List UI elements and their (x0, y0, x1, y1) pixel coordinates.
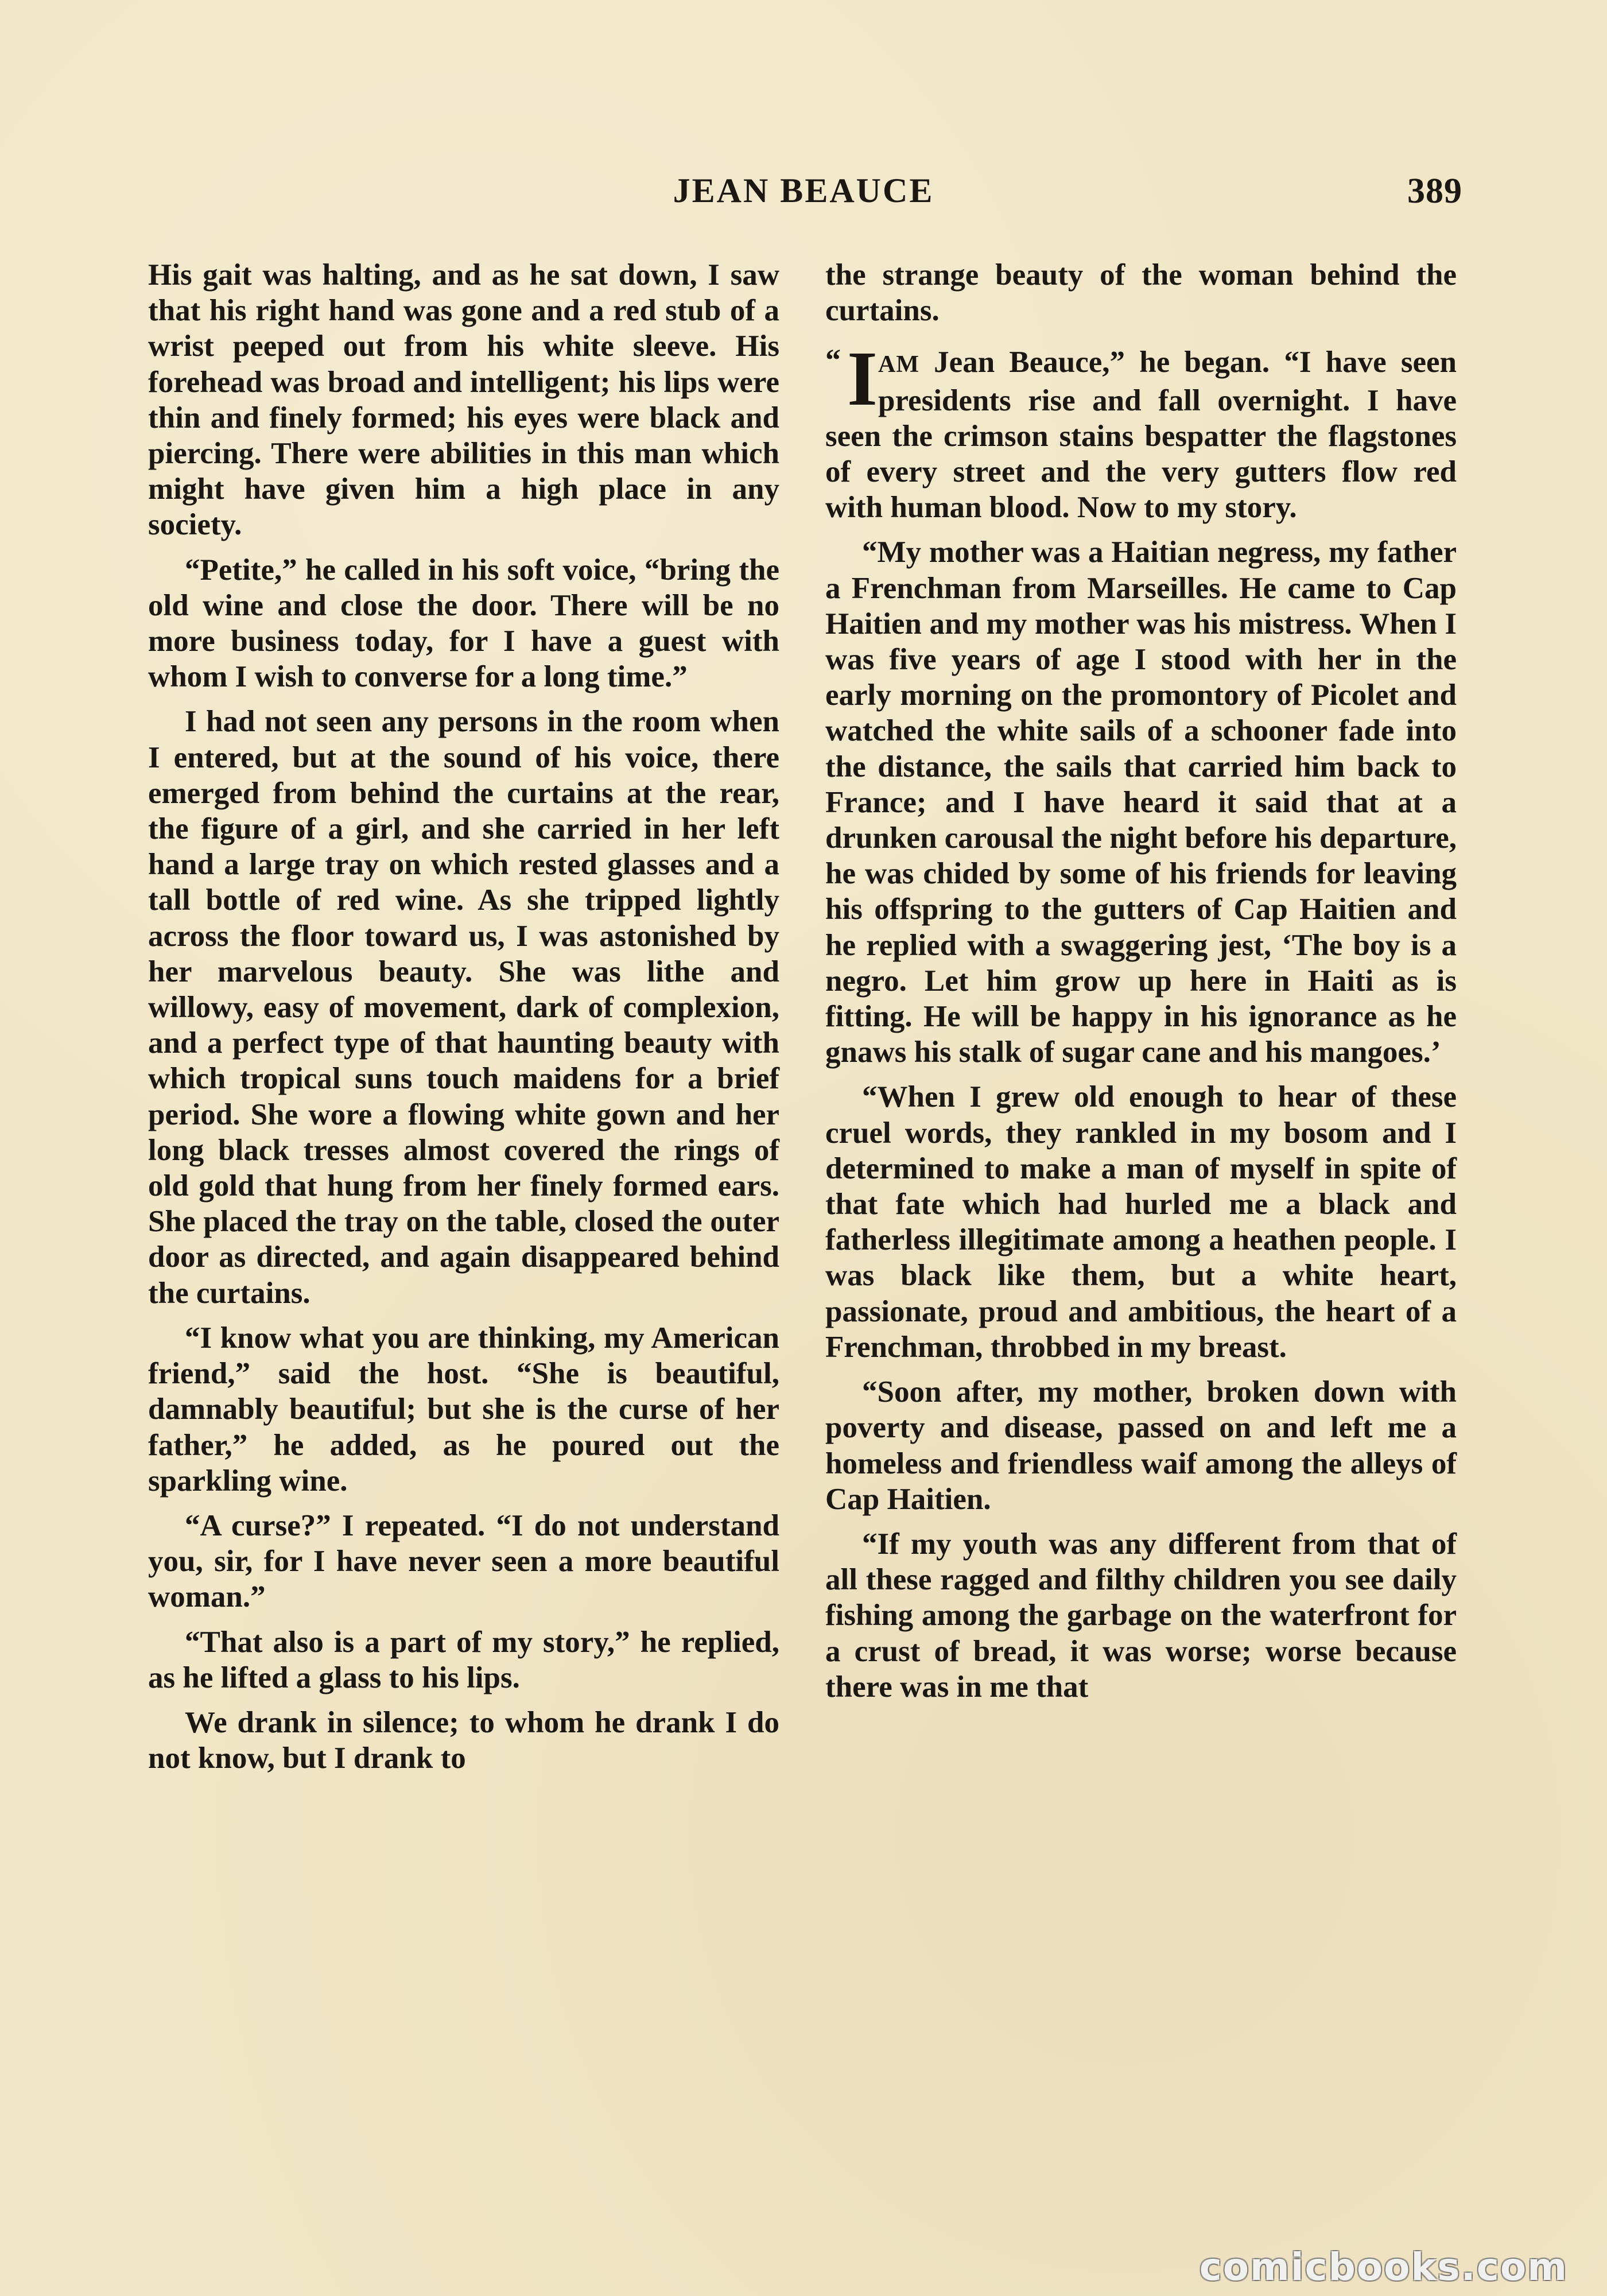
left-paragraph-5: “A curse?” I repeated. “I do not understand you, sir, for I have never seen a more beautiful woman.” (148, 1508, 779, 1614)
story-opening-text: Jean Beauce,” he began. “I have seen presidents rise and fall overnight. I have seen the crimson stains bespatter the flagstones of every street and the very gutters flow red with human blood. Now to my story. (825, 346, 1457, 525)
running-head: JEAN BEAUCE (673, 172, 934, 210)
small-caps-lead: AM (878, 351, 919, 378)
story-opening-paragraph (825, 336, 1457, 525)
left-paragraph-1: His gait was halting, and as he sat down, I saw that his right hand was gone and a red stub of a wrist peeped out from his white sleeve. His forehead was broad and intelligent; his lips were thin and finely formed; his eyes were black and piercing. There were abilities in this man which might have given him a high place in any society. (148, 258, 779, 542)
right-paragraph-3: “Soon after, my mother, broken down with poverty and disease, passed on and left me a homeless and friendless waif among the alleys of Cap Haitien. (825, 1375, 1457, 1516)
drop-cap-letter: I (847, 336, 878, 422)
left-paragraph-4: “I know what you are thinking, my American friend,” said the host. “She is beautiful, damnably beautiful; but she is the curse of her father,” he added, as he poured out the sparkling wine. (148, 1321, 779, 1498)
left-paragraph-7: We drank in silence; to whom he drank I do not know, but I drank to (148, 1705, 779, 1775)
left-paragraph-2: “Petite,” he called in his soft voice, “bring the old wine and close the door. There will be no more business today, for I have a guest with whom I wish to converse for a long time.” (148, 553, 779, 694)
page-number: 389 (1407, 172, 1462, 211)
right-continuation-paragraph: the strange beauty of the woman behind the curtains. (825, 258, 1457, 328)
left-text-column (148, 257, 779, 1785)
right-paragraph-1: “My mother was a Haitian negress, my father a Frenchman from Marseilles. He came to Cap Haitien and my mother was his mistress. When I was five years of age I stood with her in the early morning on the promontory of Picolet and watched the white sails of a schooner fade into the distance, the sails that carried him back to France; and I have heard it said that at a drunken carousal the night before his departure, he was chided by some of his friends for leaving his offspring to the gutters of Cap Haitien and he replied with a swaggering jest, ‘The boy is a negro. Let him grow up here in Haiti as is fitting. He will be happy in his ignorance as he gnaws his stalk of sugar cane and his mangoes.’ (825, 536, 1457, 1069)
watermark: comicbooks.com (1199, 2245, 1568, 2289)
opening-quote-mark: “ (825, 343, 841, 378)
right-paragraph-4: “If my youth was any different from that of all these ragged and filthy children you see daily fishing among the garbage on the waterfront for a crust of bread, it was worse; worse because there was in me that (825, 1527, 1457, 1704)
right-text-column (825, 257, 1457, 1714)
left-paragraph-6: “That also is a part of my story,” he replied, as he lifted a glass to his lips. (148, 1625, 779, 1694)
right-paragraph-2: “When I grew old enough to hear of these cruel words, they rankled in my bosom and I determined to make a man of myself in spite of that fate which had hurled me a black and fatherless illegitimate among a heathen people. I was black like them, but a white heart, passionate, proud and ambitious, the heart of a Frenchman, throbbed in my breast. (825, 1080, 1457, 1364)
drop-cap (825, 336, 878, 422)
left-paragraph-3: I had not seen any persons in the room when I entered, but at the sound of his voice, there emerged from behind the curtains at the rear, the figure of a girl, and she carried in her left hand a large tray on which rested glasses and a tall bottle of red wine. As she tripped lightly across the floor toward us, I was astonished by her marvelous beauty. She was lithe and willowy, easy of movement, dark of complexion, and a perfect type of that haunting beauty with which tropical suns touch maidens for a brief period. She wore a flowing white gown and her long black tresses almost covered the rings of old gold that hung from her finely formed ears. She placed the tray on the table, closed the outer door as directed, and again disappeared behind the curtains. (148, 705, 779, 1310)
